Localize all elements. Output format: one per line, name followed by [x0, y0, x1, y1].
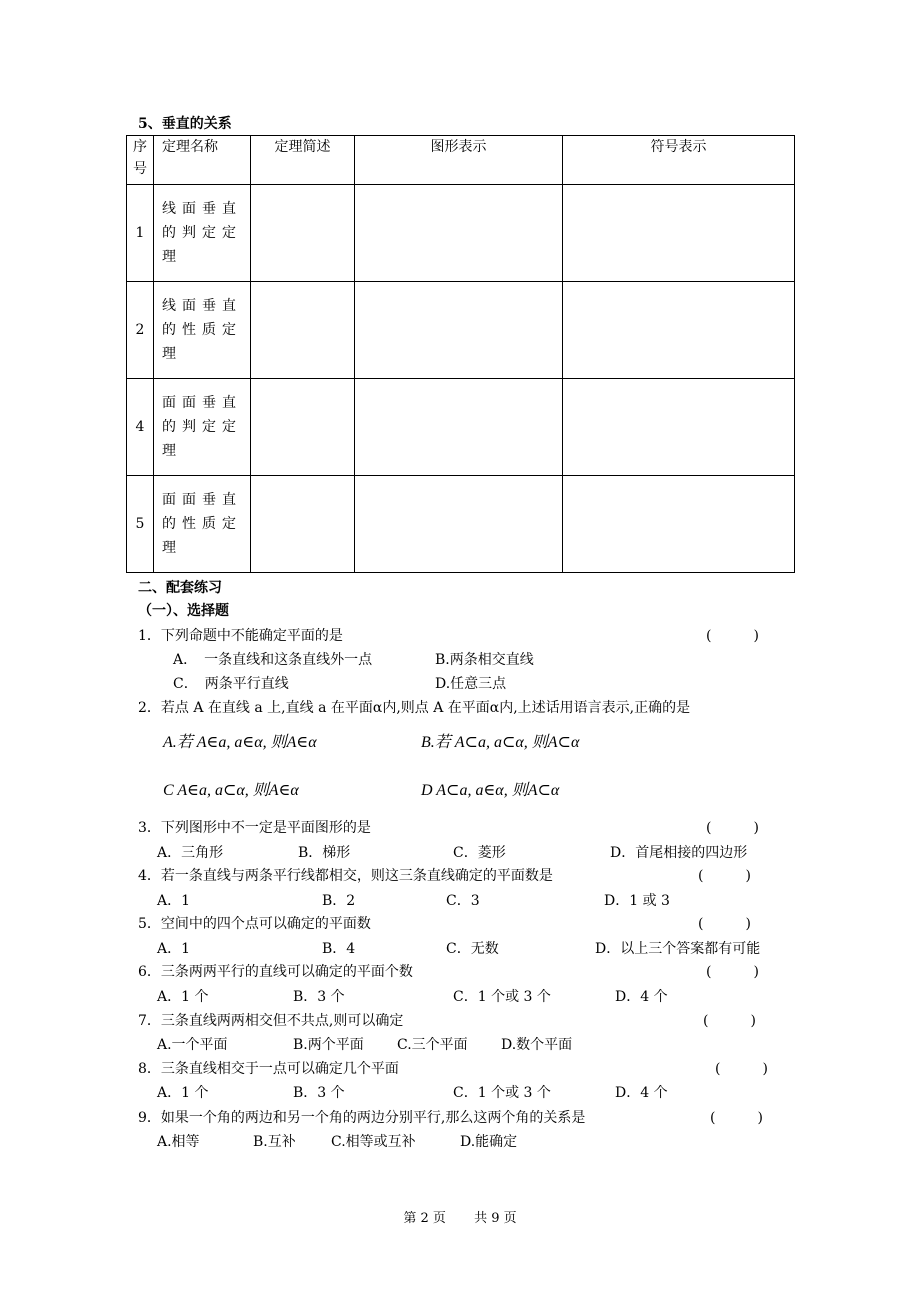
- row-symbol: [563, 282, 795, 379]
- question-6-answer-paren: ( ): [706, 964, 759, 980]
- header-name: 定理名称: [154, 136, 251, 185]
- row-summary: [251, 476, 355, 573]
- row-figure: [355, 379, 563, 476]
- question-3-option-d: D．首尾相接的四边形: [610, 845, 748, 861]
- header-figure: 图形表示: [355, 136, 563, 185]
- question-3-option-b: B．梯形: [298, 845, 351, 861]
- part-title: 二、配套练习: [138, 580, 222, 596]
- question-8-option-a: A．1 个: [157, 1085, 209, 1101]
- question-6-option-d: D．4 个: [615, 989, 668, 1005]
- question-5-stem: 5．空间中的四个点可以确定的平面数: [138, 916, 371, 932]
- question-4-stem: 4．若一条直线与两条平行线都相交，则这三条直线确定的平面数是: [138, 868, 553, 884]
- row-num: 2: [127, 282, 154, 379]
- table-row: [127, 476, 795, 573]
- question-5-option-c: C．无数: [446, 941, 499, 957]
- table-row: [127, 185, 795, 282]
- question-1-answer-paren: ( ): [706, 628, 759, 644]
- question-8-option-b: B．3 个: [293, 1085, 345, 1101]
- row-symbol: [563, 476, 795, 573]
- question-8-answer-paren: ( ): [715, 1061, 768, 1077]
- question-4-answer-paren: ( ): [698, 868, 751, 884]
- row-num: 1: [127, 185, 154, 282]
- question-8-stem: 8．三条直线相交于一点可以确定几个平面: [138, 1061, 399, 1077]
- question-7-option-b: B.两个平面: [293, 1037, 364, 1053]
- question-3-option-c: C．菱形: [453, 845, 506, 861]
- subpart-title: （一）、选择题: [138, 603, 229, 619]
- question-2-option-c: C A∈a, a⊂α, 则A∈α: [163, 782, 299, 799]
- question-4-option-b: B．2: [322, 893, 356, 909]
- row-summary: [251, 379, 355, 476]
- row-name: 面面垂直的判定定理: [154, 379, 251, 476]
- row-figure: [355, 476, 563, 573]
- page-footer: [0, 1207, 920, 1226]
- question-9-stem: 9．如果一个角的两边和另一个角的两边分别平行,那么这两个角的关系是: [138, 1110, 586, 1126]
- question-6-stem: 6．三条两两平行的直线可以确定的平面个数: [138, 964, 413, 980]
- question-9-answer-paren: ( ): [710, 1110, 763, 1126]
- row-num: 5: [127, 476, 154, 573]
- question-6-option-b: B．3 个: [293, 989, 345, 1005]
- question-7-option-c: C.三个平面: [397, 1037, 468, 1053]
- header-symbol: 符号表示: [563, 136, 795, 185]
- question-5-option-a: A．1: [157, 941, 191, 957]
- question-8-option-d: D．4 个: [615, 1085, 668, 1101]
- question-4-option-c: C．3: [446, 893, 480, 909]
- question-3-stem: 3．下列图形中不一定是平面图形的是: [138, 820, 371, 836]
- question-7-answer-paren: ( ): [703, 1013, 756, 1029]
- row-symbol: [563, 379, 795, 476]
- row-summary: [251, 185, 355, 282]
- section-title: 5、垂直的关系: [138, 116, 232, 132]
- question-6-option-a: A．1 个: [157, 989, 209, 1005]
- table-header-row: [127, 136, 795, 185]
- question-2-option-d: D A⊂a, a∈α, 则A⊂α: [421, 782, 560, 799]
- perpendicular-theorems-table: [126, 135, 795, 573]
- question-3-answer-paren: ( ): [706, 820, 759, 836]
- question-1-option-c: C． 两条平行直线: [173, 676, 289, 692]
- row-name: 面面垂直的性质定理: [154, 476, 251, 573]
- question-5-option-b: B．4: [322, 941, 356, 957]
- row-symbol: [563, 185, 795, 282]
- row-figure: [355, 185, 563, 282]
- question-1-stem: 1．下列命题中不能确定平面的是: [138, 628, 343, 644]
- question-5-answer-paren: ( ): [698, 916, 751, 932]
- question-9-option-a: A.相等: [157, 1134, 200, 1150]
- row-name: 线面垂直的性质定理: [154, 282, 251, 379]
- question-9-option-b: B.互补: [253, 1134, 296, 1150]
- question-1-option-a: A． 一条直线和这条直线外一点: [173, 652, 373, 668]
- question-9-option-c: C.相等或互补: [331, 1134, 416, 1150]
- question-1-option-d: D.任意三点: [435, 676, 507, 692]
- question-4-option-d: D．1 或 3: [604, 893, 670, 909]
- row-figure: [355, 282, 563, 379]
- row-summary: [251, 282, 355, 379]
- header-summary: 定理简述: [251, 136, 355, 185]
- question-7-option-d: D.数个平面: [501, 1037, 573, 1053]
- question-2-option-b: B.若 A⊂a, a⊂α, 则A⊂α: [421, 734, 580, 751]
- row-num: 4: [127, 379, 154, 476]
- question-2-option-a: A.若 A∈a, a∈α, 则A∈α: [163, 734, 317, 751]
- page-number: 第 2 页: [403, 1211, 446, 1226]
- question-6-option-c: C．1 个或 3 个: [453, 989, 551, 1005]
- table-row: [127, 379, 795, 476]
- question-9-option-d: D.能确定: [460, 1134, 518, 1150]
- question-5-option-d: D．以上三个答案都有可能: [595, 941, 761, 957]
- row-name: 线面垂直的判定定理: [154, 185, 251, 282]
- question-2-stem: 2．若点 A 在直线 a 上,直线 a 在平面α内,则点 A 在平面α内,上述话用语言表示,正确的是: [138, 700, 691, 716]
- question-8-option-c: C．1 个或 3 个: [453, 1085, 551, 1101]
- table-row: [127, 282, 795, 379]
- question-4-option-a: A．1: [157, 893, 191, 909]
- question-1-option-b: B.两条相交直线: [435, 652, 534, 668]
- question-7-option-a: A.一个平面: [157, 1037, 228, 1053]
- page-total: 共 9 页: [474, 1211, 517, 1226]
- question-7-stem: 7．三条直线两两相交但不共点,则可以确定: [138, 1013, 404, 1029]
- question-3-option-a: A．三角形: [157, 845, 224, 861]
- header-seq: 序号: [127, 136, 154, 185]
